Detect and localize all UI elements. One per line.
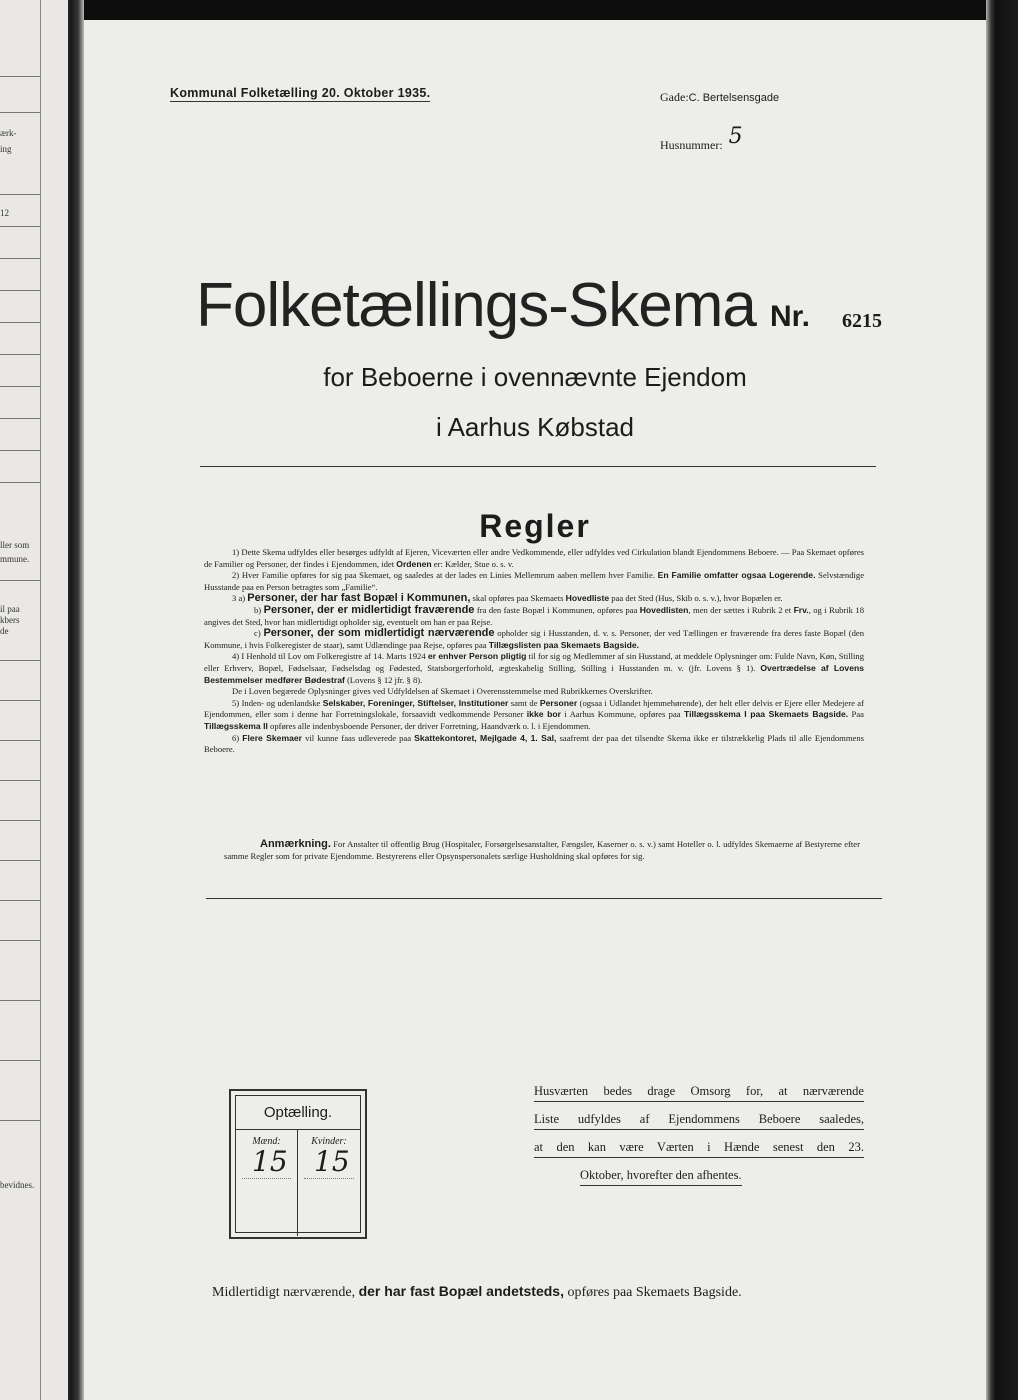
count-line bbox=[242, 1178, 291, 1179]
rule-text: 5) Inden- og udenlandske bbox=[232, 697, 321, 708]
census-form-page bbox=[84, 20, 986, 1400]
rule-text: , og i Rubrik 18 angives det Sted, hvor han midlertidigt opholder sig, eventuelt om han er paa Rejse. bbox=[204, 604, 864, 627]
left-page-rule bbox=[0, 450, 40, 451]
left-page-rule bbox=[0, 386, 40, 387]
rule-text: samt de bbox=[510, 697, 538, 708]
footer-text: Midlertidigt nærværende, bbox=[212, 1285, 356, 1300]
rule-text: Selvstændige Husstande paa en Person betragtes som „Familie“. bbox=[204, 570, 865, 592]
house-number-value: 5 bbox=[728, 124, 743, 149]
left-page-rule bbox=[0, 700, 40, 701]
left-page-rule bbox=[0, 290, 40, 291]
left-page-rule bbox=[0, 258, 40, 259]
rule-6 bbox=[204, 733, 864, 756]
remark-text: For Anstalter til offentlig Brug (Hospitaler, Forsørgelsesanstalter, Fængsler, Kaserner o. s. v.) samt Hoteller o. l. udfyldes Skemaerne af Bestyrerne efter samme Regler som for private Ejendomme. Bestyrerens eller Opsynspersonalets særlige Husholdning skal opføres for sig. bbox=[224, 839, 860, 861]
rule-4 bbox=[204, 651, 864, 686]
rule-emphasis: Personer, der har fast Bopæl i Kommunen, bbox=[247, 592, 471, 605]
left-page-rule bbox=[0, 226, 40, 227]
street-label: Gade: bbox=[660, 90, 689, 104]
book-gutter bbox=[70, 0, 84, 1400]
notice-line: at den kan være Værten i Hænde senest den 23. bbox=[534, 1140, 864, 1158]
left-page-rule bbox=[0, 112, 40, 113]
rule-text: opføres alle indenbysboende Personer, der driver Forretning, Haandværk o. l. i Ejendommen. bbox=[270, 720, 591, 731]
rule-text: 1) Dette Skema udfyldes eller besørges udfyldt af Ejeren, Viceværten eller andre Vedkommende, eller udfyldes ved Cirkulation blandt Ejendommens Beboere. — Paa Skemaet opføres de Familier og Personer, der findes i Ejendommen, idet bbox=[204, 547, 864, 569]
rule-text: (Lovens § 12 jfr. § 8). bbox=[347, 674, 423, 685]
left-page-text: ller som bbox=[0, 540, 30, 550]
left-page-text: 12 bbox=[0, 208, 9, 218]
notice-line: Oktober, hvorefter den afhentes. bbox=[580, 1168, 742, 1186]
rule-number: 3 a) bbox=[232, 593, 246, 604]
street-field bbox=[660, 90, 779, 105]
rule-1 bbox=[204, 547, 864, 570]
rule-emphasis: Hovedlisten bbox=[639, 604, 689, 615]
house-number-label: Husnummer: bbox=[660, 138, 723, 152]
rule-emphasis: Hovedliste bbox=[565, 593, 610, 604]
left-page-rule bbox=[0, 820, 40, 821]
rule-text: er: Kælder, Stue o. s. v. bbox=[433, 558, 514, 569]
left-page-text: bevidnes. bbox=[0, 1180, 35, 1190]
rules-text bbox=[204, 547, 864, 756]
rule-emphasis: Tillægslisten paa Skemaets Bagside. bbox=[488, 639, 640, 650]
left-page-text: kbers bbox=[0, 615, 20, 625]
notice-line: Liste udfyldes af Ejendommens Beboere saaledes, bbox=[534, 1112, 864, 1130]
left-page-rule bbox=[0, 194, 40, 195]
left-page-rule bbox=[0, 354, 40, 355]
rule-text: (ogsaa i Udlandet hjemmehørende), der helt eller delvis er Ejere eller Medejere af Ejendommen, eller som i denne har Forretningslokale, forsaavidt vedkommende Personer bbox=[204, 697, 864, 720]
form-title: Folketællings-Skema bbox=[196, 271, 756, 340]
rule-emphasis: Personer, der er midlertidigt fraværende bbox=[263, 603, 475, 616]
rule-text: opholder sig i Husstanden, d. v. s. Personer, der ved Tællingen er fraværende fra deres faste Bopæl (den Kommune, i hvis Folkeregister de staar), samt Udlændinge paa Rejse, opføres paa bbox=[204, 628, 864, 650]
house-number-field bbox=[660, 124, 743, 155]
rule-emphasis: ikke bor bbox=[526, 709, 561, 720]
rule-emphasis: Ordenen bbox=[396, 558, 432, 569]
rule-4b bbox=[204, 686, 864, 698]
rule-text: Paa bbox=[851, 709, 864, 720]
count-women-value: 15 bbox=[314, 1145, 350, 1178]
left-page-text: il paa bbox=[0, 604, 20, 614]
count-men-label: Mænd: bbox=[252, 1136, 281, 1147]
rule-emphasis: Personer bbox=[539, 697, 578, 708]
left-page-text: de bbox=[0, 626, 9, 636]
rule-text: paa det Sted (Hus, Skib o. s. v.), hvor Bopælen er. bbox=[611, 593, 783, 604]
left-page-fragment bbox=[0, 0, 70, 1400]
rule-text: i Aarhus Kommune, opføres paa bbox=[564, 709, 681, 720]
left-page-rule bbox=[0, 860, 40, 861]
book-edge bbox=[986, 0, 1018, 1400]
remark-paragraph bbox=[224, 838, 860, 862]
remark-heading: Anmærkning. bbox=[260, 838, 331, 850]
rule-text: saafremt der paa det tilsendte Skema ikke er tilstrækkelig Plads til alle Ejendommens Beboere. bbox=[204, 732, 865, 755]
left-page-text: mmune. bbox=[0, 554, 30, 564]
left-page-rule bbox=[0, 940, 40, 941]
left-page-rule bbox=[0, 418, 40, 419]
rule-3b bbox=[204, 605, 864, 628]
count-men-value: 15 bbox=[252, 1145, 288, 1178]
rule-emphasis: Personer, der som midlertidigt nærværende bbox=[263, 627, 495, 640]
left-page-rule bbox=[0, 660, 40, 661]
count-women-column bbox=[298, 1130, 360, 1236]
street-value: C. Bertelsensgade bbox=[688, 92, 780, 104]
left-page-rule bbox=[0, 900, 40, 901]
form-number-value: 6215 bbox=[842, 310, 882, 332]
left-page-rule bbox=[0, 780, 40, 781]
rule-number: c) bbox=[254, 628, 261, 639]
rules-heading: Regler bbox=[479, 508, 591, 544]
count-box bbox=[229, 1089, 367, 1239]
count-men-column bbox=[236, 1130, 298, 1236]
count-women-label: Kvinder: bbox=[311, 1136, 347, 1147]
rule-number: b) bbox=[254, 604, 262, 615]
left-page-rule bbox=[0, 1000, 40, 1001]
divider bbox=[206, 898, 882, 899]
left-page-rule bbox=[0, 76, 40, 77]
rule-text: til for sig og Medlemmer af sin Husstand, at meddele Oplysninger om: Fulde Navn, Køn, Stilling eller Erhverv, Bopæl, Fødselsaar, Fødselsdag og Fødested, Statsborgerforhold, ægteskabelig Stilling, Stilling i Husstanden m. v. (jfr. Lovens § 1). bbox=[204, 651, 865, 673]
rule-text: vil kunne faas udleverede paa bbox=[305, 732, 412, 743]
footer-emphasis: der har fast Bopæl andetsteds, bbox=[358, 1283, 564, 1299]
rule-3c bbox=[204, 628, 864, 651]
rule-emphasis: Selskaber, Foreninger, Stiftelser, Institutioner bbox=[322, 697, 509, 708]
landlord-notice bbox=[534, 1084, 864, 1196]
left-page-text: ærk- bbox=[0, 128, 17, 138]
form-number-label: Nr. bbox=[770, 300, 811, 333]
left-page-text: ing bbox=[0, 144, 12, 154]
rule-emphasis: Flere Skemaer bbox=[242, 732, 302, 743]
rule-text: fra den faste Bopæl i Kommunen, opføres paa bbox=[476, 604, 638, 615]
left-page-column-line bbox=[40, 0, 41, 1400]
count-box-inner bbox=[235, 1095, 361, 1233]
rule-emphasis: er enhver Person pligtig bbox=[427, 651, 527, 662]
footer-text: opføres paa Skemaets Bagside. bbox=[567, 1285, 742, 1300]
form-subtitle-residents: for Beboerne i ovennævnte Ejendom bbox=[323, 362, 747, 392]
rule-text: 4) I Henhold til Lov om Folkeregistre af 14. Marts 1924 bbox=[232, 651, 426, 662]
notice-line: Husværten bedes drage Omsorg for, at nærværende bbox=[534, 1084, 864, 1102]
rule-2 bbox=[204, 570, 864, 593]
rule-emphasis: Frv. bbox=[793, 604, 809, 615]
rule-emphasis: Tillægsskema II bbox=[204, 720, 268, 731]
count-line bbox=[304, 1178, 354, 1179]
left-page-rule bbox=[0, 1120, 40, 1121]
rule-emphasis: Overtrædelse af Lovens Bestemmelser medfører Bødestraf bbox=[204, 662, 864, 685]
divider bbox=[200, 466, 876, 467]
rule-number: 6) bbox=[232, 732, 240, 743]
rule-text: , men der sættes i Rubrik 2 et bbox=[688, 604, 792, 615]
left-page-rule bbox=[0, 1060, 40, 1061]
rule-text: De i Loven begærede Oplysninger gives ved Udfyldelsen af Skemaet i Overensstemmelse med Rubrikkernes Overskrifter. bbox=[232, 686, 653, 697]
left-page-rule bbox=[0, 740, 40, 741]
rule-5 bbox=[204, 698, 864, 733]
rule-text: skal opføres paa Skemaets bbox=[472, 593, 564, 604]
rule-emphasis: Tillægsskema I paa Skemaets Bagside. bbox=[683, 709, 849, 720]
rule-text: 2) Hver Familie opføres for sig paa Skemaet, og saaledes at der lades en Linies Mellemrum aaben mellem hver Familie. bbox=[232, 570, 655, 581]
left-page-rule bbox=[0, 322, 40, 323]
form-subtitle-town: i Aarhus Købstad bbox=[436, 412, 634, 442]
rule-emphasis: En Familie omfatter ogsaa Logerende. bbox=[657, 570, 816, 581]
left-page-rule bbox=[0, 482, 40, 483]
footer-note bbox=[212, 1283, 742, 1301]
census-header-title: Kommunal Folketælling 20. Oktober 1935. bbox=[170, 86, 431, 100]
left-page-rule bbox=[0, 580, 40, 581]
count-box-heading: Optælling. bbox=[236, 1096, 360, 1130]
rule-emphasis: Skattekontoret, Mejlgade 4, 1. Sal, bbox=[414, 732, 557, 743]
